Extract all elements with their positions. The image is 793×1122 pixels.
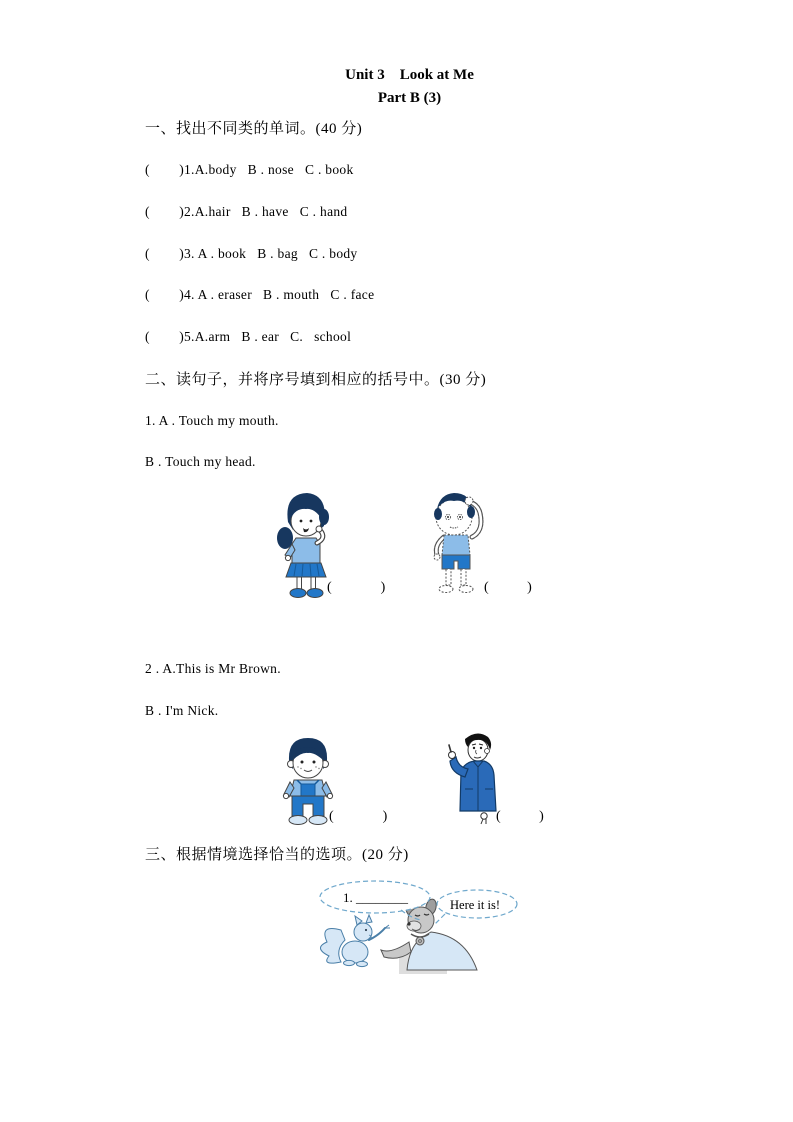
question-item-3: ( )3. A . book B . bag C . body — [145, 246, 358, 261]
q1-answer-blank-right: ( ) — [484, 580, 532, 595]
section-one-heading: 一、找出不同类的单词。(40 分) — [145, 121, 363, 137]
question-item-5: ( )5.A.arm B . ear C. school — [145, 329, 352, 344]
page-title: Unit 3 Look at Me — [345, 67, 474, 83]
q2-option-a: 2 . A.This is Mr Brown. — [145, 661, 281, 676]
q1-option-b: B . Touch my head. — [145, 454, 256, 469]
question-item-4: ( )4. A . eraser B . mouth C . face — [145, 287, 375, 302]
page-subtitle: Part B (3) — [377, 90, 442, 106]
question-bubble-text: 1. ________ — [343, 890, 408, 905]
squirrel-and-dog-scene-illustration — [303, 878, 521, 978]
question-item-2: ( )2.A.hair B . have C . hand — [145, 204, 348, 219]
q2-answer-blank-left: ( ) — [329, 809, 388, 824]
q2-answer-blank-right: ( ) — [496, 809, 544, 824]
q1-option-a: 1. A . Touch my mouth. — [145, 413, 279, 428]
q1-answer-blank-left: ( ) — [327, 580, 386, 595]
boy-touching-head-illustration — [420, 489, 492, 599]
section-two-heading: 二、读句子，并将序号填到相应的括号中。(30 分) — [145, 372, 487, 388]
q2-option-b: B . I'm Nick. — [145, 703, 219, 718]
question-item-1: ( )1.A.body B . nose C . book — [145, 162, 354, 177]
section-three-heading: 三、根据情境选择恰当的选项。(20 分) — [145, 847, 409, 863]
answer-bubble-text: Here it is! — [450, 898, 500, 912]
